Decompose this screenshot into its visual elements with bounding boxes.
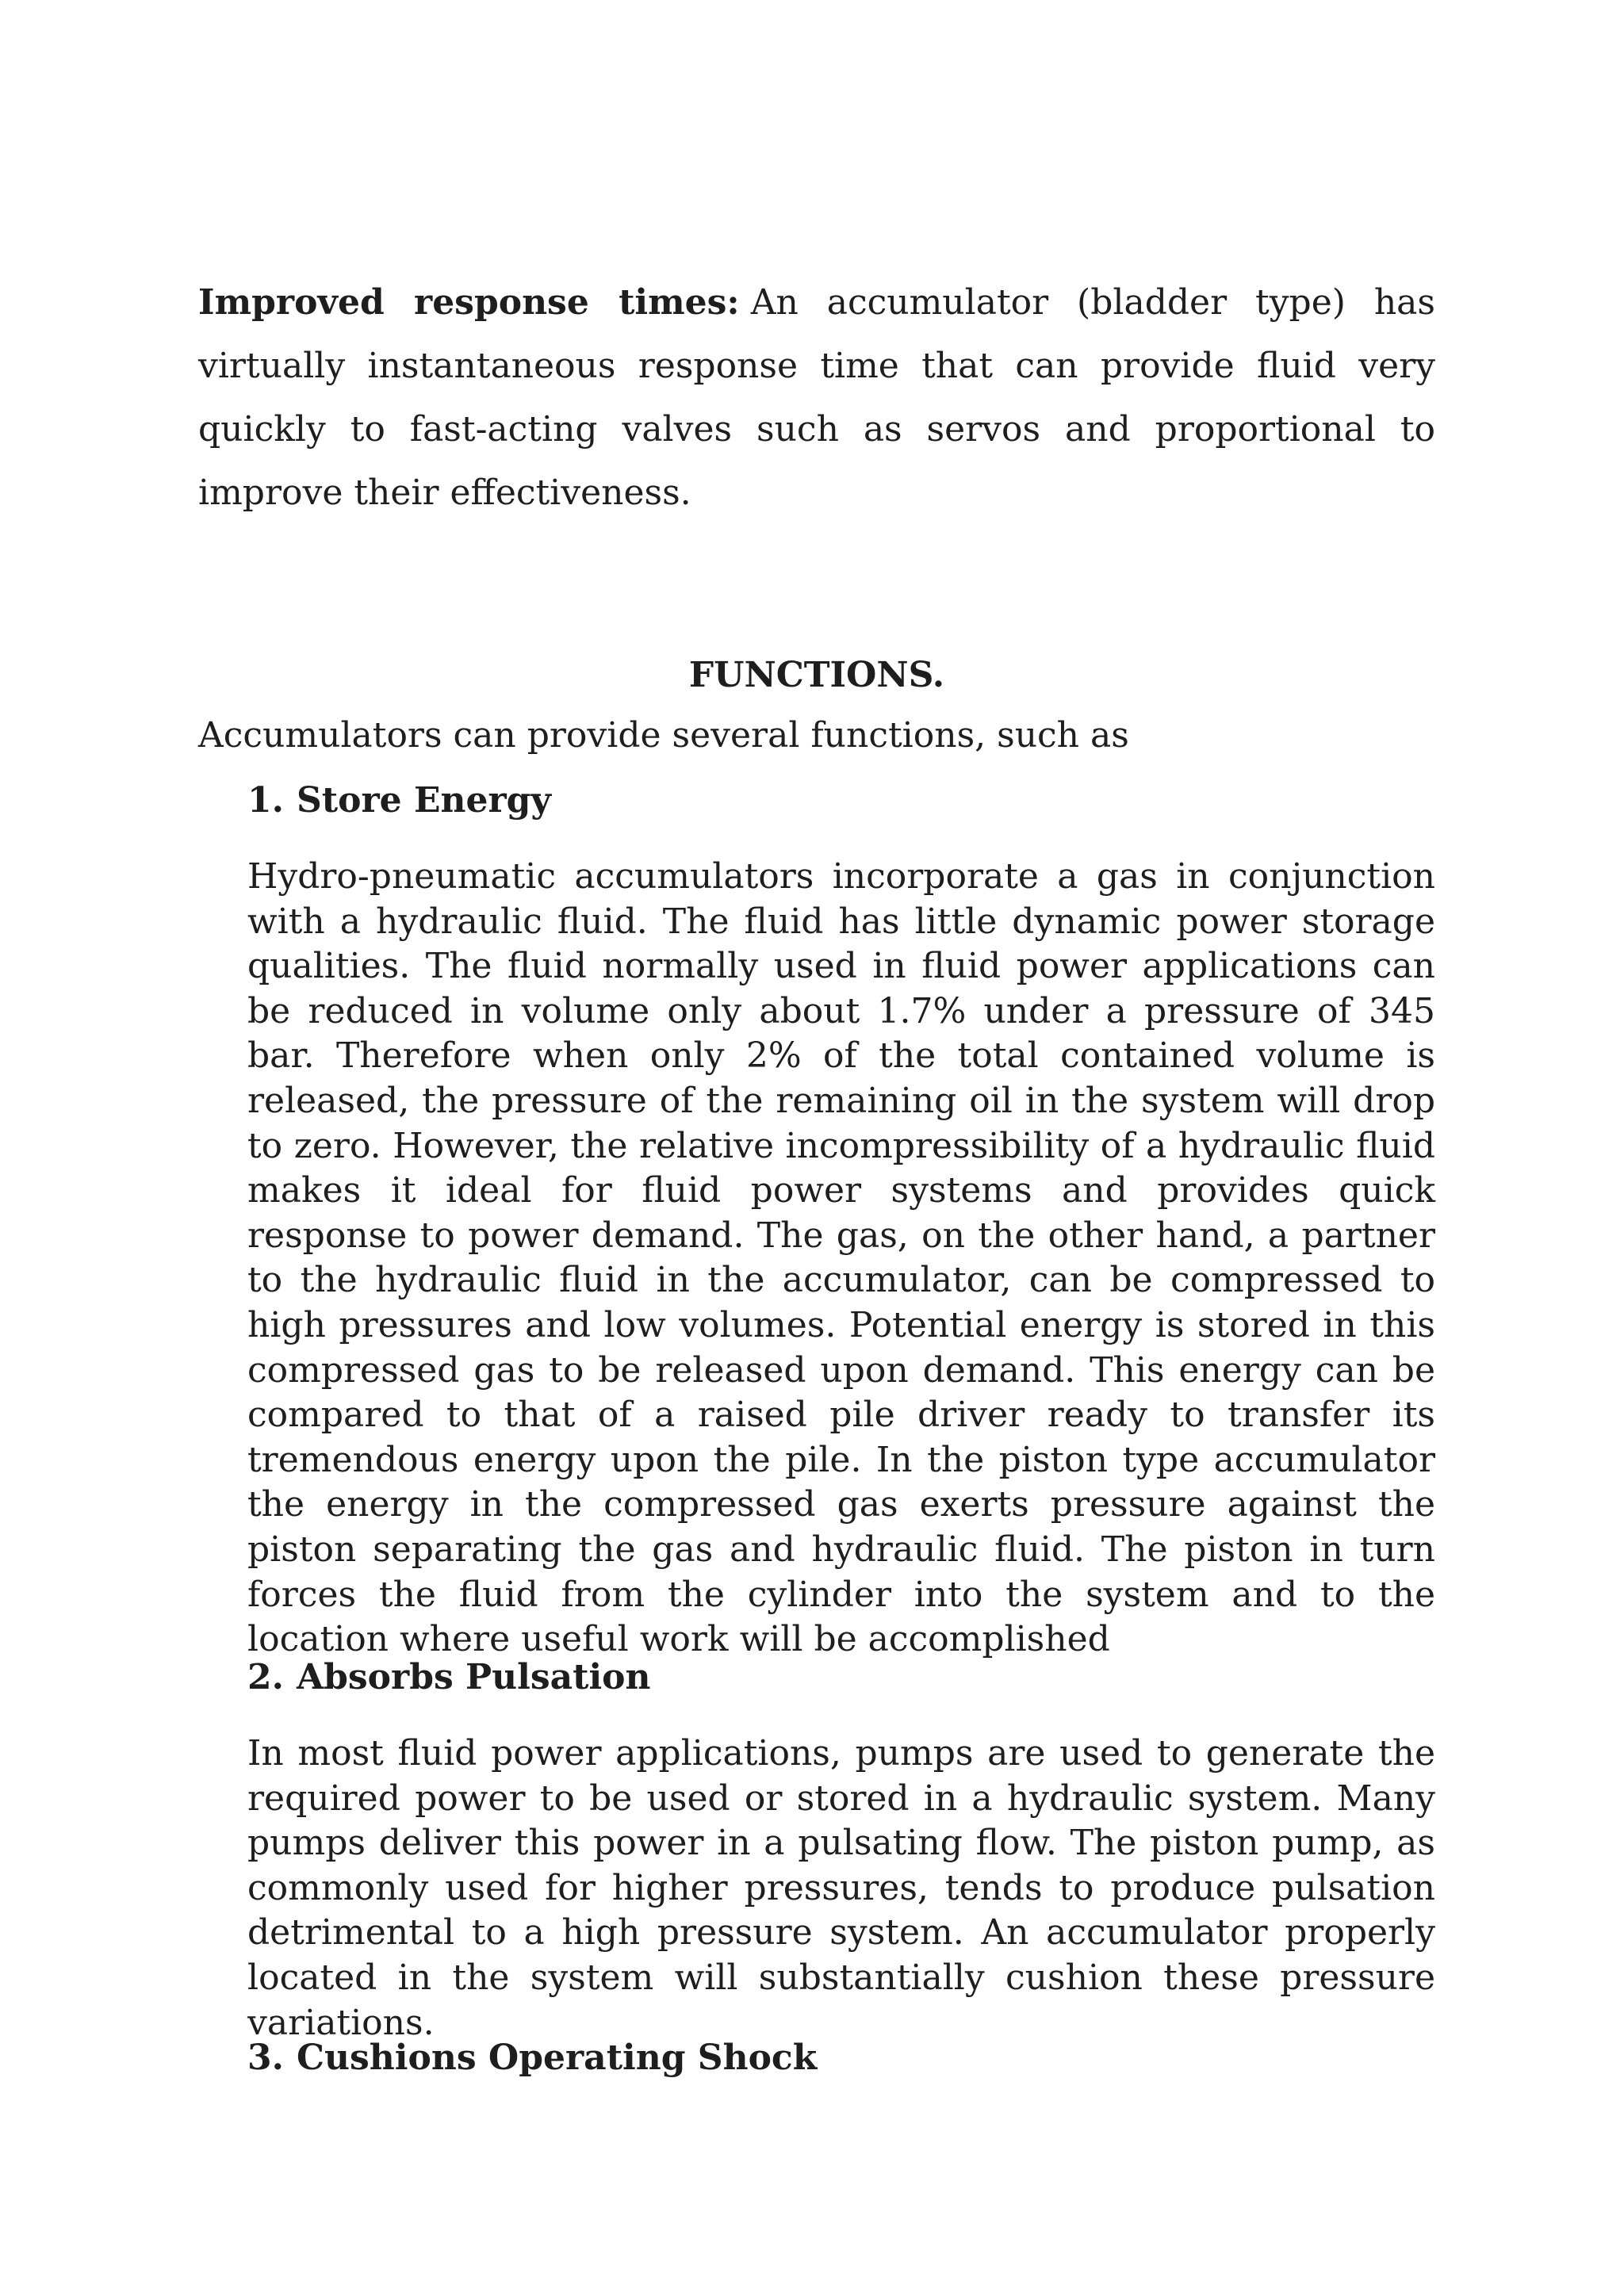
functions-heading: FUNCTIONS.	[688, 655, 945, 695]
section-number: 2.	[247, 1657, 284, 1697]
intro-text: An accumulator (bladder type) has virtually instantaneous response time that can provide fluid very quickly to fast-acting valves such as servos and proportional to improve their effectiveness.	[198, 282, 1435, 513]
functions-lead-in: Accumulators can provide several functions, such as	[198, 715, 1129, 756]
section-number: 1.	[247, 780, 284, 821]
section-body-store-energy: Hydro-pneumatic accumulators incorporate a gas in conjunction with a hydraulic fluid. The fluid has little dynamic power storage qualities. The fluid normally used in fluid power applications can be reduced in volume only about 1.7% under a pressure of 345 bar. Therefore when only 2% of the total contained volume is released, the pressure of the remaining oil in the system will drop to zero. However, the relative incompressibility of a hydraulic fluid makes it ideal for fluid power systems and provides quick response to power demand. The gas, on the other hand, a partner to the hydraulic fluid in the accumulator, can be compressed to high pressures and low volumes. Potential energy is stored in this compressed gas to be released upon demand. This energy can be compared to that of a raised pile driver ready to transfer its tremendous energy upon the pile. In the piston type accumulator the energy in the compressed gas exerts pressure against the piston separating the gas and hydraulic fluid. The piston in turn forces the fluid from the cylinder into the system and to the location where useful work will be accomplished	[247, 856, 1435, 1660]
section-title: Store Energy	[297, 780, 551, 821]
section-body-absorbs-pulsation: In most fluid power applications, pumps are used to generate the required power to be used or stored in a hydraulic system. Many pumps deliver this power in a pulsating flow. The piston pump, as commonly used for higher pressures, tends to produce pulsation detrimental to a high pressure system. An accumulator properly located in the system will substantially cushion these pressure variations.	[247, 1733, 1435, 2043]
intro-lead: Improved response times:	[198, 282, 740, 323]
intro-paragraph	[198, 271, 1435, 525]
section-heading-cushions-operating-shock	[247, 2034, 817, 2082]
section-heading-absorbs-pulsation	[247, 1654, 651, 1701]
section-number: 3.	[247, 2038, 284, 2078]
section-title: Absorbs Pulsation	[297, 1657, 651, 1697]
section-title: Cushions Operating Shock	[297, 2038, 818, 2078]
section-heading-store-energy	[247, 777, 551, 825]
